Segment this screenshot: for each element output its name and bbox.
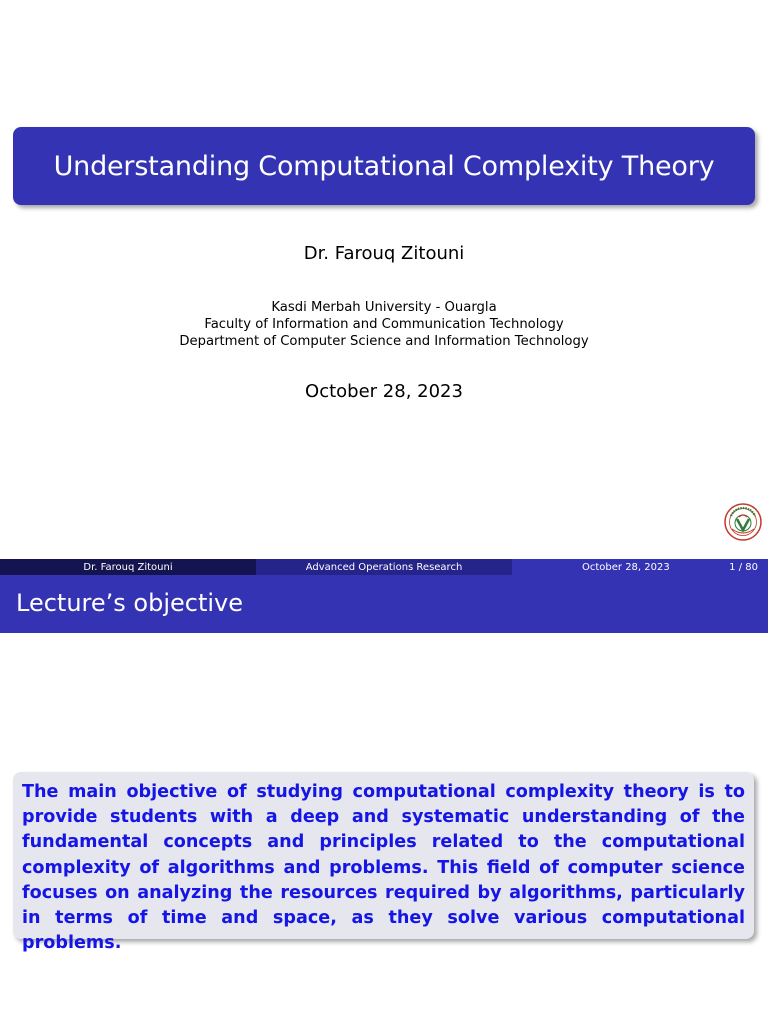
footer-author: Dr. Farouq Zitouni xyxy=(83,561,173,573)
footer-author-segment xyxy=(0,559,256,575)
institute xyxy=(0,299,768,350)
title-box xyxy=(13,127,755,205)
footer-page-number: 1 / 80 xyxy=(729,561,758,573)
presentation-date: October 28, 2023 xyxy=(305,381,463,402)
frame-header xyxy=(0,575,768,633)
institute-line-department: Department of Computer Science and Information Technology xyxy=(179,334,589,349)
author-name: Dr. Farouq Zitouni xyxy=(303,243,465,264)
footer-course-segment xyxy=(256,559,512,575)
footer-bar xyxy=(0,559,768,575)
footer-date: October 28, 2023 xyxy=(582,561,670,573)
footer-course: Advanced Operations Research xyxy=(305,561,463,573)
footer-date-segment xyxy=(512,559,768,575)
presentation-title: Understanding Computational Complexity Theory xyxy=(53,150,715,182)
university-seal-icon xyxy=(724,503,762,541)
institute-line-faculty: Faculty of Information and Communication Technology xyxy=(204,317,564,332)
frame-title: Lecture’s objective xyxy=(16,589,243,617)
objective-text: The main objective of studying computational complexity theory is to provide students with a deep and systematic understanding of the fundamental concepts and principles related to the computational complexity of algorithms and problems. This field of computer science focuses on analyzing the resources required by algorithms, particularly in terms of time and space, as they solve various computational problems. xyxy=(22,782,745,954)
objective-block xyxy=(13,772,754,954)
institute-line-university: Kasdi Merbah University - Ouargla xyxy=(271,300,497,315)
